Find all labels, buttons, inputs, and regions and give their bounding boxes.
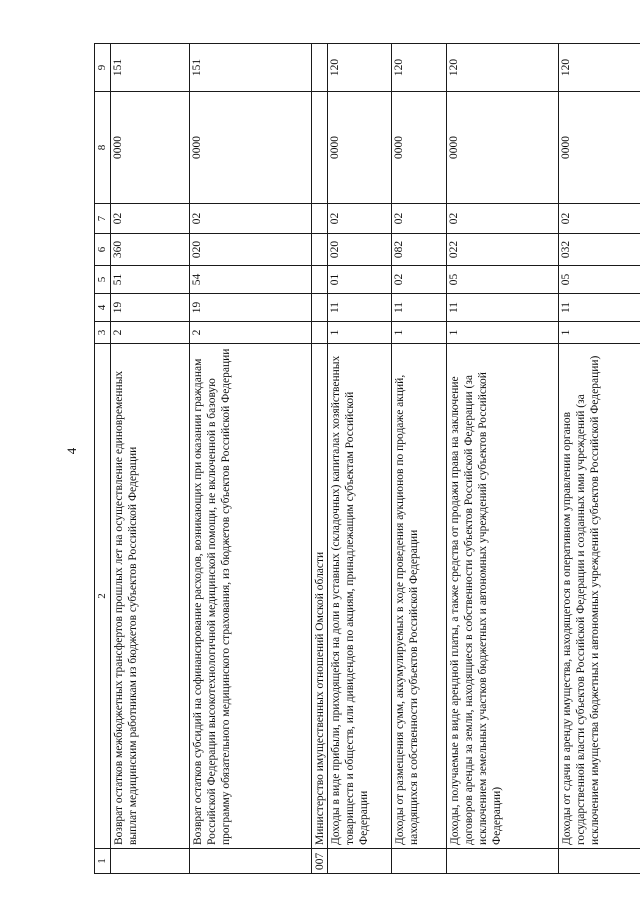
header-cell: 7 [95,204,111,234]
description-cell: Возврат остатков межбюджетных трансфертов прошлых лет на осуществление единовременных выплат медицинским работникам из бюджетов субъектов Российской Федерации [111,344,190,849]
code-cell [312,44,328,92]
code-cell: 082 [392,234,447,266]
header-cell: 8 [95,92,111,204]
header-cell: 5 [95,266,111,294]
code-cell: 02 [559,204,640,234]
description-cell: Доходы, получаемые в виде арендной платы, а также средства от продажи права на заключение договоров аренды за земли, находящиеся в собственности субъектов Российской Федерации (за исключением земельных участков бюджетных и автономных учреждений субъектов Российской Федерации) [447,344,559,849]
code-cell: 05 [447,266,559,294]
code-cell: 11 [447,294,559,322]
code-cell: 01 [328,266,392,294]
code-cell: 2 [190,322,312,344]
code-cell: 0000 [559,92,640,204]
table-row [312,44,328,874]
code-cell: 360 [111,234,190,266]
code-cell [312,92,328,204]
code-cell: 120 [447,44,559,92]
header-cell: 2 [95,344,111,849]
code-cell: 02 [392,266,447,294]
admin-code-cell: 007 [312,849,328,874]
code-cell: 19 [190,294,312,322]
code-cell: 02 [111,204,190,234]
code-cell: 02 [328,204,392,234]
admin-code-cell [190,849,312,874]
code-cell: 151 [111,44,190,92]
description-cell: Возврат остатков субсидий на софинансирование расходов, возникающих при оказании гражданам Российской Федерации высокотехнологичной медицинской помощи, не включенной в базовую программу обязательного медицинского страхования, из бюджетов субъектов Российской Федерации [190,344,312,849]
code-cell [312,294,328,322]
code-cell: 032 [559,234,640,266]
admin-code-cell [447,849,559,874]
code-cell [312,266,328,294]
table-row [328,44,392,874]
code-cell: 11 [559,294,640,322]
code-cell [312,322,328,344]
header-cell: 4 [95,294,111,322]
code-cell [312,234,328,266]
admin-code-cell [559,849,640,874]
code-cell: 51 [111,266,190,294]
code-cell: 11 [392,294,447,322]
code-cell: 0000 [392,92,447,204]
admin-code-cell [328,849,392,874]
code-cell: 1 [559,322,640,344]
description-cell: Доходы от размещения сумм, аккумулируемых в ходе проведения аукционов по продаже акций, находящихся в собственности субъектов Российской Федерации [392,344,447,849]
description-cell: Доходы от сдачи в аренду имущества, находящегося в оперативном управлении органов государственной власти субъектов Российской Федерации и созданных ими учреждений (за исключением имущества бюджетных и автономных учреждений субъектов Российской Федерации) [559,344,640,849]
code-cell: 120 [559,44,640,92]
header-cell: 3 [95,322,111,344]
page-number: 4 [64,447,79,455]
code-cell: 1 [328,322,392,344]
code-cell: 54 [190,266,312,294]
code-cell: 022 [447,234,559,266]
table-row [447,44,559,874]
code-cell: 1 [392,322,447,344]
header-cell: 6 [95,234,111,266]
description-cell: Доходы в виде прибыли, приходящейся на доли в уставных (складочных) капиталах хозяйственных товариществ и обществ, или дивидендов по акциям, принадлежащим субъектам Российской Федерации [328,344,392,849]
code-cell: 120 [328,44,392,92]
code-cell: 0000 [190,92,312,204]
description-cell: Министерство имущественных отношений Омской области [312,344,328,849]
table-row [190,44,312,874]
table-row [392,44,447,874]
code-cell: 020 [328,234,392,266]
code-cell: 05 [559,266,640,294]
code-cell: 11 [328,294,392,322]
code-cell: 0000 [328,92,392,204]
code-cell: 1 [447,322,559,344]
code-cell [312,204,328,234]
code-cell: 02 [190,204,312,234]
table-row [111,44,190,874]
code-cell: 0000 [447,92,559,204]
code-cell: 2 [111,322,190,344]
table-row [559,44,640,874]
code-cell: 151 [190,44,312,92]
header-cell: 1 [95,849,111,874]
admin-code-cell [111,849,190,874]
code-cell: 02 [447,204,559,234]
admin-code-cell [392,849,447,874]
code-cell: 020 [190,234,312,266]
header-cell: 9 [95,44,111,92]
code-cell: 02 [392,204,447,234]
revenue-codes-table [94,43,640,874]
code-cell: 0000 [111,92,190,204]
code-cell: 19 [111,294,190,322]
rotated-table-container [94,44,602,874]
table-header-row [95,44,111,874]
code-cell: 120 [392,44,447,92]
